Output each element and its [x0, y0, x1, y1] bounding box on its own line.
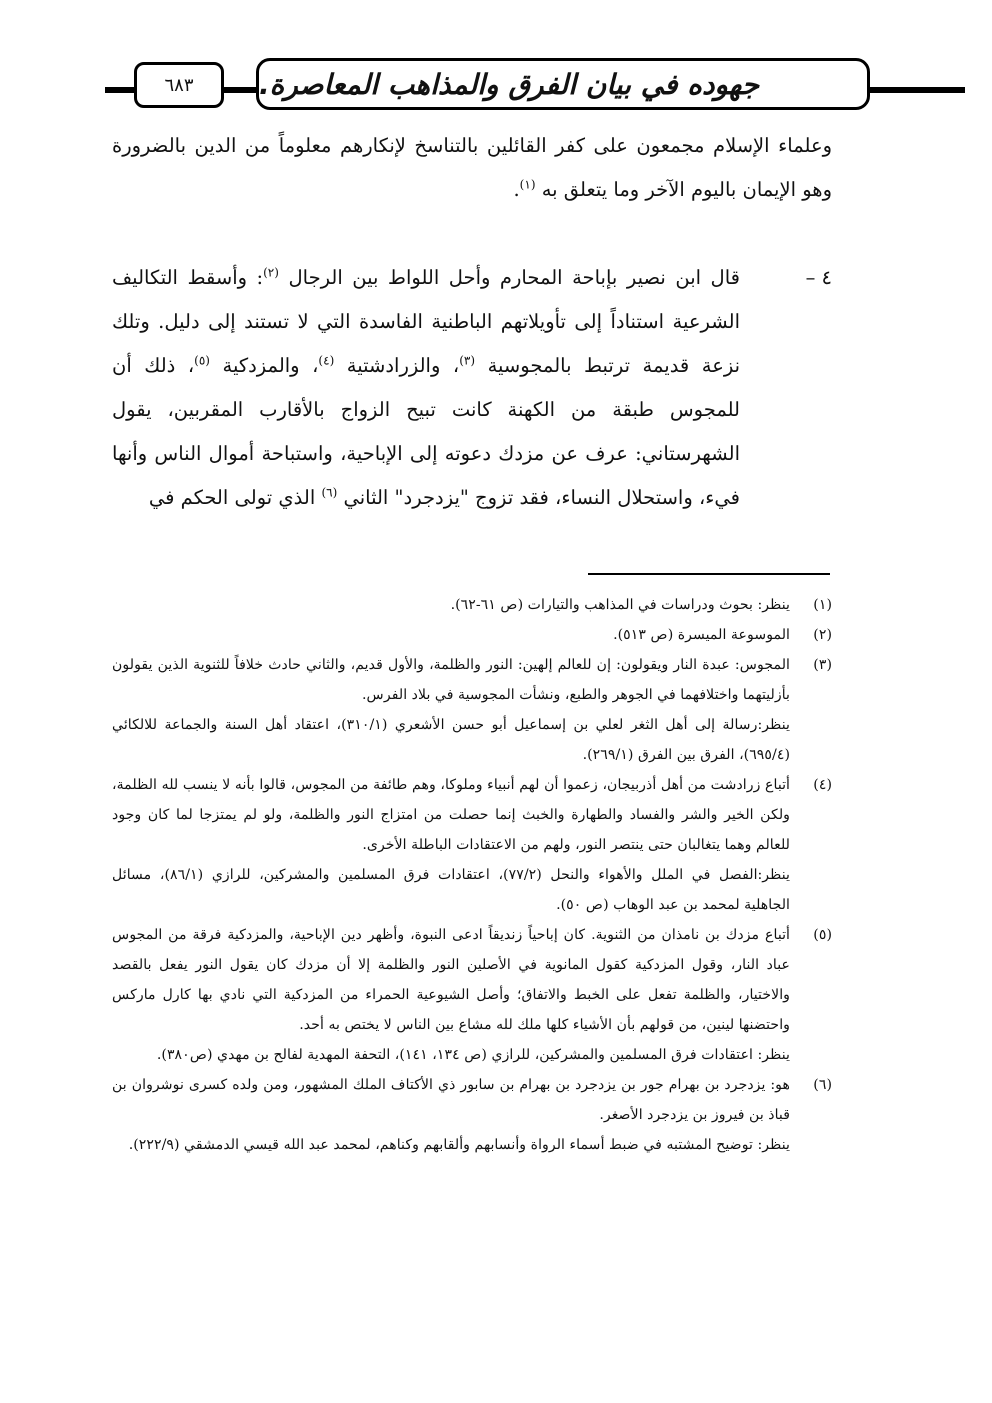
- footnote-ref: (٥): [194, 353, 210, 368]
- item-text-part: ، والزرادشتية: [346, 354, 460, 377]
- footnote-reference: ينظر: توضيح المشتبه في ضبط أسماء الرواة وأنسابهم وألقابهم وكناهم، لمحمد عبد الله قيسي الدمشقي (٢٢٢/٩).: [128, 1137, 790, 1153]
- item-text-part: : وأسقط التكاليف الشرعية استناداً إلى تأويلاتهم الباطنية الفاسدة التي لا تستند إلى دليل. وتلك نزعة قديمة ترتبط بالمجوسية: [112, 266, 741, 377]
- footnote-reference: ينظر:الفصل في الملل والأهواء والنحل (٧٧/٢)، اعتقادات فرق المسلمين والمشركين، للرازي (٨٦/١)، مسائل الجاهلية لمحمد بن عبد الوهاب (ص ٥٠).: [112, 867, 790, 913]
- footnote-text: هو: يزدجرد بن بهرام جور بن يزدجرد بن بهرام بن سابور ذي الأكتاف الملك المشهور، ومن ولده كسرى نوشروان بن قباذ بن فيروز بن يزدجرد الأصغر.: [112, 1077, 790, 1123]
- footnote-separator: [588, 573, 830, 575]
- footnote-text: ينظر: بحوث ودراسات في المذاهب والتيارات (ص ٦١-٦٢).: [450, 597, 790, 613]
- footnote-4: [112, 770, 832, 860]
- running-title: جهوده في بيان الفرق والمذاهب المعاصرة.: [256, 58, 870, 110]
- footnote-5: [112, 920, 832, 1040]
- footnote-number: (٥): [813, 927, 832, 943]
- intro-paragraph: وعلماء الإسلام مجمعون على كفر القائلين بالتناسخ لإنكارهم معلوماً من الدين بالضرورة وهو الإيمان باليوم الآخر وما يتعلق به $^{(١)}$.: [112, 134, 832, 201]
- footnote-6: [112, 1070, 832, 1130]
- footnote-ref: (٢): [263, 265, 279, 280]
- footnote-2: [112, 620, 832, 650]
- numbered-item-4: [112, 256, 832, 520]
- footnote-number: (٦): [813, 1077, 832, 1093]
- item-text-part: قال ابن نصير بإباحة المحارم وأحل اللواط بين الرجال: [288, 266, 740, 289]
- footnote-reference: ينظر:رسالة إلى أهل الثغر لعلي بن إسماعيل أبو حسن الأشعري (٣١٠/١)، اعتقاد أهل السنة والجماعة للالكائي (٦٩٥/٤)، الفرق بين الفرق (٢٦٩/١).: [112, 717, 790, 763]
- item-text: [112, 256, 740, 520]
- footnote-text: الموسوعة الميسرة (ص ٥١٣).: [613, 627, 790, 643]
- footnote-3: [112, 650, 832, 710]
- footnote-text: أتباع زرادشت من أهل أذربيجان، زعموا أن لهم أنبياء وملوكا، وهم طائفة من المجوس، قالوا بأنه لا ينسب لله الظلمة، ولكن الخير والشر والفساد والطهارة والخبث إنما حصلت من امتزاج النور والظلمة، ولو لم يمتزجا لما كان وجود للعالم وهما يتغالبان حتى ينتصر النور، ولهم من الاعتقادات الباطلة الأخرى.: [112, 777, 790, 853]
- page-number: ٦٨٣: [134, 62, 224, 108]
- item-number: ٤ –: [805, 266, 832, 289]
- footnote-number: (٢): [813, 627, 832, 643]
- footnote-ref: (٣): [459, 353, 476, 368]
- item-text-part: ، والمزدكية: [222, 354, 319, 377]
- footnote-text: أتباع مزدك بن نامذان من الثنوية. كان إباحياً زنديقاً ادعى النبوة، وأظهر دين الإباحية، والمزدكية فرقة من المجوس عباد النار، وقول المزدكية كقول المانوية في الأصلين النور والظلمة إلا أن مزدك كان يقول النور يفعل بالقصد والاختيار، والظلمة تفعل على الخبط والاتفاق؛ وأصل الشيوعية الحمراء من المزدكية التي نادي بها كارل ماركس واحتضنها لينين، من قولهم بأن الأشياء كلها ملك لله مشاع بين الناس لا يختص به أحد.: [112, 927, 790, 1033]
- footnote-number: (٤): [813, 777, 832, 793]
- footnotes: [112, 590, 832, 1160]
- intro-text: وعلماء الإسلام مجمعون على كفر القائلين بالتناسخ لإنكارهم معلوماً من الدين بالضرورة وهو الإيمان باليوم الآخر وما يتعلق به: [112, 134, 832, 201]
- footnote-reference: ينظر: اعتقادات فرق المسلمين والمشركين، للرازي (ص ١٣٤، ١٤١)، التحفة المهدية لفالح بن مهدي (ص٣٨٠).: [156, 1047, 790, 1063]
- footnote-number: (٣): [813, 657, 832, 673]
- footnote-ref: (٤): [318, 353, 335, 368]
- item-text-part: الذي تولى الحكم في: [148, 486, 316, 509]
- footnote-ref: (٦): [321, 485, 338, 500]
- footnote-1: [112, 590, 832, 620]
- footnote-text: المجوس: عبدة النار ويقولون: إن للعالم إلهين: النور والظلمة، والأول قديم، والثاني حادث خلافاً للثنوية الذين يقولون بأزليتهما واختلافهما في الجوهر والطبع، ونشأت المجوسية في بلاد الفرس.: [112, 657, 790, 703]
- footnote-number: (١): [813, 597, 832, 613]
- item-text-part: ، ذلك أن للمجوس طبقة من الكهنة كانت تبيح الزواج بالأقارب المقربين، يقول الشهرستاني: عرف عن مزدك دعوته إلى الإباحية، واستباحة أموال الناس وأنها فيء، واستحلال النساء، فقد تزوج "يزدجرد" الثاني: [112, 354, 740, 509]
- footnote-ref: (١): [519, 177, 536, 192]
